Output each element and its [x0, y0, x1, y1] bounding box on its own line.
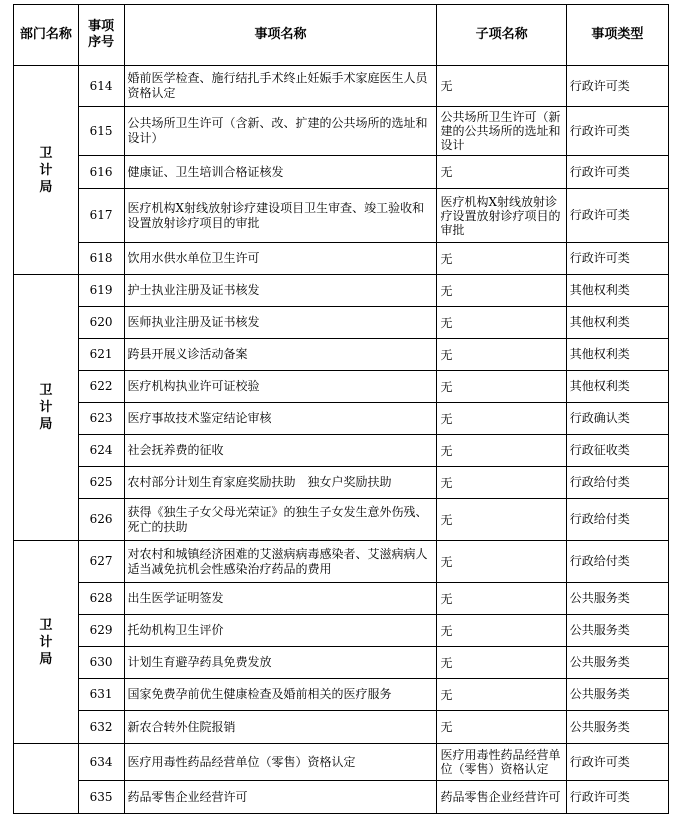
table-row	[14, 243, 669, 275]
sub-cell: 无	[437, 66, 566, 107]
sub-cell: 无	[437, 647, 566, 679]
sub-cell: 无	[437, 541, 566, 583]
name-cell: 医疗机构X射线放射诊疗建设项目卫生审查、竣工验收和设置放射诊疗项目的审批	[124, 189, 437, 243]
sub-cell: 无	[437, 371, 566, 403]
table-row	[14, 615, 669, 647]
name-cell: 新农合转外住院报销	[124, 711, 437, 744]
header-dept: 部门名称	[14, 5, 79, 66]
sub-cell: 医疗用毒性药品经营单位（零售）资格认定	[437, 744, 566, 781]
type-cell: 其他权利类	[566, 307, 668, 339]
type-cell: 其他权利类	[566, 371, 668, 403]
sub-cell: 公共场所卫生许可（新建的公共场所的选址和设计	[437, 107, 566, 156]
type-cell: 公共服务类	[566, 583, 668, 615]
seq-cell: 615	[78, 107, 124, 156]
name-cell: 医疗用毒性药品经营单位（零售）资格认定	[124, 744, 437, 781]
sub-cell: 无	[437, 711, 566, 744]
type-cell: 其他权利类	[566, 275, 668, 307]
table-row	[14, 744, 669, 781]
header-row	[14, 5, 669, 66]
seq-cell: 629	[78, 615, 124, 647]
sub-cell: 药品零售企业经营许可	[437, 781, 566, 814]
table-row	[14, 189, 669, 243]
type-cell: 行政确认类	[566, 403, 668, 435]
seq-cell: 630	[78, 647, 124, 679]
type-cell: 公共服务类	[566, 647, 668, 679]
seq-cell: 614	[78, 66, 124, 107]
header-sub: 子项名称	[437, 5, 566, 66]
seq-cell: 628	[78, 583, 124, 615]
sub-cell: 无	[437, 467, 566, 499]
seq-cell: 631	[78, 679, 124, 711]
dept-cell	[14, 744, 79, 814]
name-cell: 对农村和城镇经济困难的艾滋病病毒感染者、艾滋病病人适当减免抗机会性感染治疗药品的费用	[124, 541, 437, 583]
sub-cell: 无	[437, 615, 566, 647]
header-name: 事项名称	[124, 5, 437, 66]
table-row	[14, 339, 669, 371]
name-cell: 计划生育避孕药具免费发放	[124, 647, 437, 679]
table-row	[14, 275, 669, 307]
seq-cell: 624	[78, 435, 124, 467]
name-cell: 药品零售企业经营许可	[124, 781, 437, 814]
table-row	[14, 711, 669, 744]
seq-cell: 623	[78, 403, 124, 435]
name-cell: 国家免费孕前优生健康检查及婚前相关的医疗服务	[124, 679, 437, 711]
name-cell: 出生医学证明签发	[124, 583, 437, 615]
table-row	[14, 403, 669, 435]
seq-cell: 632	[78, 711, 124, 744]
type-cell: 公共服务类	[566, 711, 668, 744]
table-row	[14, 435, 669, 467]
sub-cell: 无	[437, 403, 566, 435]
seq-cell: 622	[78, 371, 124, 403]
type-cell: 行政给付类	[566, 499, 668, 541]
name-cell: 农村部分计划生育家庭奖励扶助 独女户奖励扶助	[124, 467, 437, 499]
type-cell: 行政许可类	[566, 243, 668, 275]
sub-cell: 无	[437, 339, 566, 371]
header-type: 事项类型	[566, 5, 668, 66]
name-cell: 健康证、卫生培训合格证核发	[124, 156, 437, 189]
name-cell: 托幼机构卫生评价	[124, 615, 437, 647]
table-row	[14, 647, 669, 679]
sub-cell: 无	[437, 583, 566, 615]
name-cell: 医疗机构执业许可证校验	[124, 371, 437, 403]
seq-cell: 616	[78, 156, 124, 189]
seq-cell: 626	[78, 499, 124, 541]
table-row	[14, 66, 669, 107]
sub-cell: 无	[437, 275, 566, 307]
seq-cell: 635	[78, 781, 124, 814]
seq-cell: 627	[78, 541, 124, 583]
type-cell: 行政许可类	[566, 156, 668, 189]
type-cell: 行政征收类	[566, 435, 668, 467]
type-cell: 行政给付类	[566, 541, 668, 583]
seq-cell: 634	[78, 744, 124, 781]
table-row	[14, 541, 669, 583]
table-row	[14, 467, 669, 499]
type-cell: 行政许可类	[566, 107, 668, 156]
table-row	[14, 371, 669, 403]
sub-cell: 无	[437, 435, 566, 467]
name-cell: 医师执业注册及证书核发	[124, 307, 437, 339]
seq-cell: 620	[78, 307, 124, 339]
table-row	[14, 307, 669, 339]
sub-cell: 医疗机构X射线放射诊疗设置放射诊疗项目的审批	[437, 189, 566, 243]
type-cell: 公共服务类	[566, 615, 668, 647]
seq-cell: 619	[78, 275, 124, 307]
name-cell: 饮用水供水单位卫生许可	[124, 243, 437, 275]
name-cell: 医疗事故技术鉴定结论审核	[124, 403, 437, 435]
name-cell: 护士执业注册及证书核发	[124, 275, 437, 307]
table-row	[14, 499, 669, 541]
items-table	[13, 4, 669, 814]
type-cell: 行政许可类	[566, 66, 668, 107]
name-cell: 社会抚养费的征收	[124, 435, 437, 467]
type-cell: 其他权利类	[566, 339, 668, 371]
table-row	[14, 107, 669, 156]
type-cell: 行政许可类	[566, 781, 668, 814]
dept-cell: 卫计局	[14, 541, 79, 744]
name-cell: 婚前医学检查、施行结扎手术终止妊娠手术家庭医生人员资格认定	[124, 66, 437, 107]
table-row	[14, 781, 669, 814]
seq-cell: 617	[78, 189, 124, 243]
name-cell: 跨县开展义诊活动备案	[124, 339, 437, 371]
type-cell: 行政给付类	[566, 467, 668, 499]
type-cell: 行政许可类	[566, 744, 668, 781]
seq-cell: 618	[78, 243, 124, 275]
sub-cell: 无	[437, 243, 566, 275]
sub-cell: 无	[437, 307, 566, 339]
header-seq: 事项序号	[78, 5, 124, 66]
type-cell: 公共服务类	[566, 679, 668, 711]
type-cell: 行政许可类	[566, 189, 668, 243]
table-row	[14, 679, 669, 711]
table-row	[14, 583, 669, 615]
seq-cell: 621	[78, 339, 124, 371]
sub-cell: 无	[437, 156, 566, 189]
seq-cell: 625	[78, 467, 124, 499]
table-row	[14, 156, 669, 189]
sub-cell: 无	[437, 679, 566, 711]
dept-cell: 卫计局	[14, 66, 79, 275]
name-cell: 获得《独生子女父母光荣证》的独生子女发生意外伤残、死亡的扶助	[124, 499, 437, 541]
dept-cell: 卫计局	[14, 275, 79, 541]
sub-cell: 无	[437, 499, 566, 541]
name-cell: 公共场所卫生许可（含新、改、扩建的公共场所的选址和设计）	[124, 107, 437, 156]
